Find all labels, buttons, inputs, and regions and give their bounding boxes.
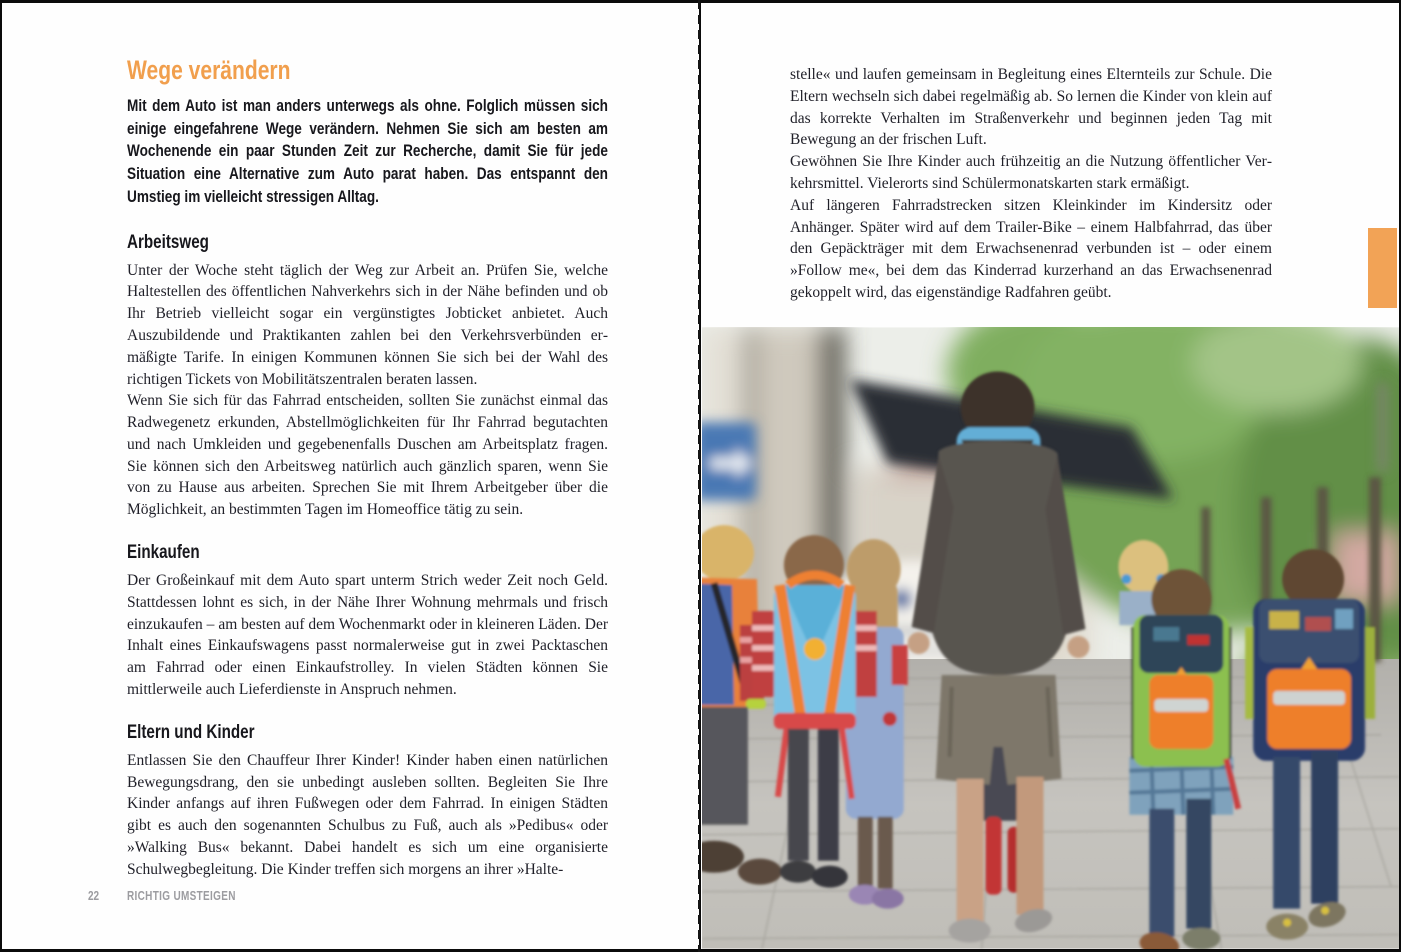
chapter-tab-marker (1368, 228, 1397, 308)
right-text-column (790, 64, 1272, 304)
left-text-column (127, 55, 608, 881)
section-paragraph: Wenn Sie sich für das Fahrrad entscheiden, sollten Sie zunächst einmal das Radwegenetz erkunden, Abstellmöglichkeiten für Ihr Fahrrad begutachten und nach Umkleiden und gegebenenfalls Duschen am Arbeitsplatz fragen. Sie können sich den Arbeitsweg natürlich auch gänzlich sparen, wenn Sie von zu Hause aus arbeiten. Sprechen Sie mit Ihrem Arbeitgeber über die Möglichkeit, an bestimmten Tagen im Homeoffice tätig zu sein. (127, 392, 608, 519)
chapter-intro: Mit dem Auto ist man anders unterwegs als ohne. Folglich müssen sich einige eingefahrene Wege verändern. Nehmen Sie sich am besten am Wochenende ein paar Stunden Zeit zur Recherche, damit Sie für jede Situation eine Alternative zum Auto parat haben. Das entspannt den Umstieg im vielleicht stressigen Alltag. (127, 96, 608, 206)
body-paragraph: Gewöhnen Sie Ihre Kinder auch frühzeitig an die Nutzung öffentlicher Verkehrsmittel. Vielerorts sind Schülermonatskarten stark ermäßigt. (790, 153, 1272, 192)
continuation-paragraph: stelle« und laufen gemeinsam in Begleitung eines Elternteils zur Schule. Die Eltern wechseln sich dabei regelmäßig ab. So lernen die Kinder von klein auf das korrekte Verhalten im Straßenverkehr und beginnen jeden Tag mit Bewegung an der frischen Luft. (790, 66, 1272, 149)
section-heading-eltern-und-kinder: Eltern und Kinder (127, 721, 255, 743)
right-page (701, 3, 1399, 949)
section-heading-arbeitsweg: Arbeitsweg (127, 231, 209, 253)
section-paragraph: Unter der Woche steht täglich der Weg zur Arbeit an. Prüfen Sie, welche Haltestellen des öffentlichen Nahverkehrs sich in der Nähe befinden und ob Ihr Betrieb vielleicht sogar ein vergünstigtes Jobticket anbietet. Auch Auszubildende und Praktikanten zahlen bei den Verkehrsverbünden ermäßigte Tarife. In einigen Kommunen können Sie sich bei der Wahl des richtigen Tickets von Mobilitätszentralen beraten lassen. (127, 261, 608, 388)
page-footer (2, 889, 699, 909)
running-title: RICHTIG UMSTEIGEN (127, 889, 236, 903)
body-paragraph: Auf längeren Fahrradstrecken sitzen Kleinkinder im Kindersitz oder Anhänger. Später wird auf dem Trailer-Bike – einem Halbfahrrad, das über den Gepäckträger mit dem Erwachsenenrad verbunden ist – oder einem »Follow me«, bei dem das Kinderrad kurzerhand an das Erwachsenenrad gekoppelt wird, das eigenständige Radfahren geübt. (790, 196, 1272, 301)
photo-school-walk (702, 327, 1399, 949)
page-fold-dashed-line (698, 0, 700, 952)
page-number: 22 (88, 889, 100, 903)
photo-illustration (702, 327, 1399, 949)
section-paragraph: Der Großeinkauf mit dem Auto spart unterm Strich weder Zeit noch Geld. Stattdessen lohnt es sich, in der Nähe Ihrer Wohnung mehrmals und frisch einzukaufen – am besten auf dem Wochenmarkt oder in kleineren Läden. Der Inhalt eines Einkaufswagens passt normalerweise gut in zwei Packtaschen am Fahrrad oder einen Einkaufstrolley. In vielen Städten können Sie mittlerweile auch Lieferdienste in Anspruch nehmen. (127, 572, 608, 699)
chapter-title: Wege verändern (127, 55, 291, 85)
section-heading-einkaufen: Einkaufen (127, 542, 200, 564)
left-page (2, 3, 699, 949)
section-paragraph: Entlassen Sie den Chauffeur Ihrer Kinder! Kinder haben einen natürlichen Bewegungsdrang, den sie unbedingt ausleben sollten. Begleiten Sie Ihre Kinder anfangs auf ihren Fußwegen oder dem Fahrrad. In einigen Städten gibt es auch den sogenannten Schulbus zu Fuß, auch als »Pedibus« oder »Walking Bus« bekannt. Dabei handelt es sich um eine organisierte Schulwegbegleitung. Die Kinder treffen sich morgens an ihrer »Halte- (127, 751, 608, 878)
